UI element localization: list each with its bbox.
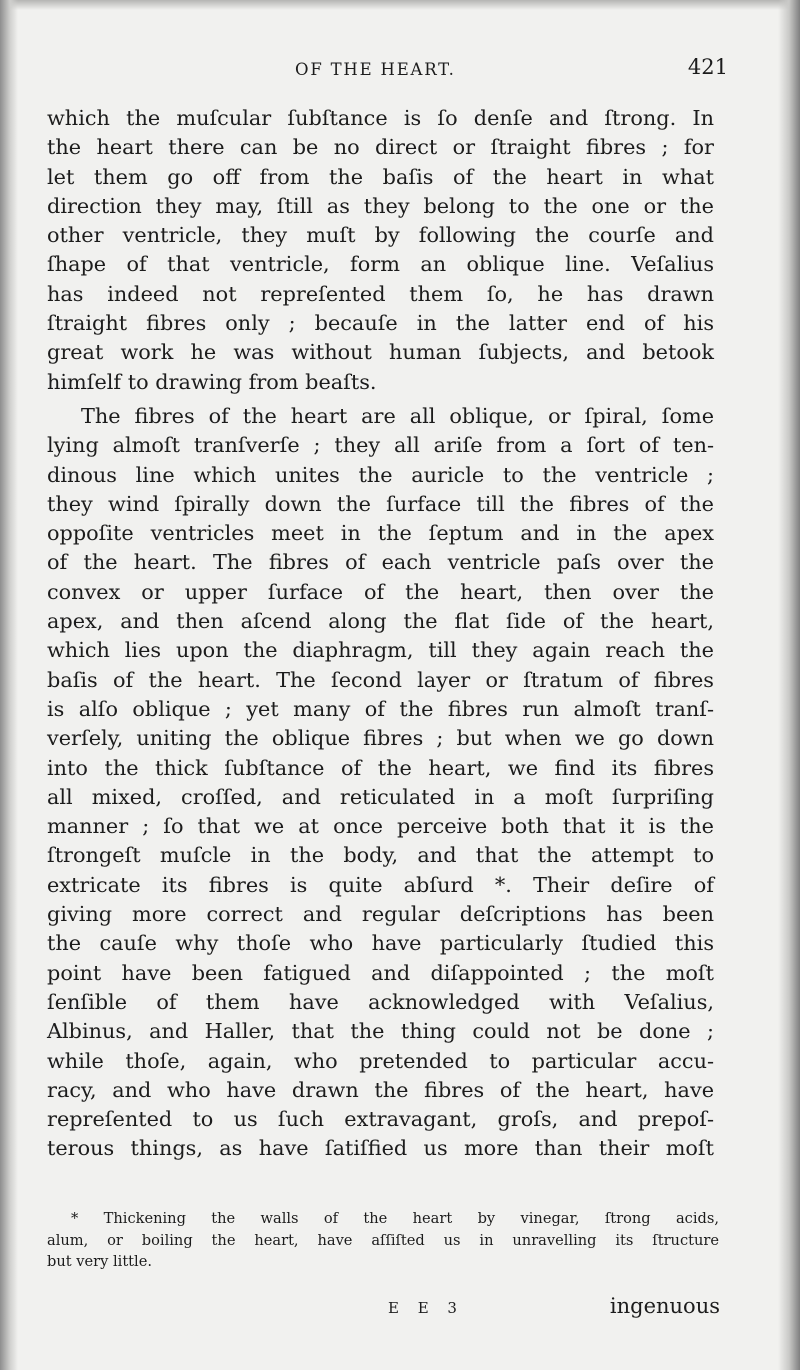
- page-left-gutter-shadow: [0, 0, 18, 1370]
- page-number: 421: [687, 55, 728, 79]
- footnote-line: alum, or boiling the heart, have aſſiſted us in unravelling its ſtructure: [47, 1231, 719, 1249]
- text-line: let them go off from the baſis of the heart in what: [47, 164, 714, 189]
- catchword: ingenuous: [609, 1294, 720, 1318]
- text-line: repreſented to us ſuch extravagant, groſs, and prepoſ-: [47, 1107, 714, 1132]
- text-line: apex, and then aſcend along the flat ſide of the heart,: [47, 609, 714, 634]
- text-line: verſely, uniting the oblique fibres ; but when we go down: [47, 726, 714, 751]
- text-line: lying almoſt tranſverſe ; they all ariſe from a ſort of ten-: [47, 433, 714, 458]
- text-line: convex or upper ſurface of the heart, then over the: [47, 579, 714, 604]
- text-line: direction they may, ſtill as they belong to the one or the: [47, 193, 714, 218]
- text-line: while thoſe, again, who pretended to particular accu-: [47, 1048, 714, 1073]
- running-head: OF THE HEART.: [295, 60, 456, 79]
- text-line: point have been fatigued and diſappointed ; the moſt: [47, 960, 714, 985]
- page-right-edge-shadow: [778, 0, 800, 1370]
- text-line: great work he was without human ſubjects, and betook: [47, 340, 714, 365]
- footnote-line: * Thickening the walls of the heart by vinegar, ſtrong acids,: [71, 1210, 719, 1227]
- text-line: of the heart. The fibres of each ventricle paſs over the: [47, 550, 714, 575]
- text-line: is alſo oblique ; yet many of the fibres run almoſt tranſ-: [47, 696, 714, 721]
- text-line: Albinus, and Haller, that the thing could not be done ;: [47, 1019, 714, 1044]
- text-line: into the thick ſubſtance of the heart, we find its fibres: [47, 755, 714, 780]
- text-line: extricate its fibres is quite abſurd *. Their deſire of: [47, 872, 714, 897]
- text-line: giving more correct and regular deſcriptions has been: [47, 902, 714, 927]
- paragraph-2: [47, 402, 714, 1164]
- text-line: himſelf to drawing from beaſts.: [47, 369, 377, 394]
- text-line: baſis of the heart. The ſecond layer or ſtratum of fibres: [47, 667, 714, 692]
- footnote: [47, 1208, 719, 1273]
- text-line: all mixed, croſſed, and reticulated in a moſt ſurpriſing: [47, 784, 714, 809]
- text-line: manner ; ſo that we at once perceive both that it is the: [47, 814, 714, 839]
- text-line: ſtrongeſt muſcle in the body, and that the attempt to: [47, 843, 714, 868]
- text-line: oppoſite ventricles meet in the ſeptum and in the apex: [47, 521, 714, 546]
- text-line: dinous line which unites the auricle to the ventricle ;: [47, 462, 714, 487]
- text-line: ſenſible of them have acknowledged with Veſalius,: [47, 989, 714, 1014]
- text-line: racy, and who have drawn the fibres of the heart, have: [47, 1077, 714, 1102]
- text-line: the cauſe why thoſe who have particularly ſtudied this: [47, 931, 714, 956]
- text-line: they wind ſpirally down the ſurface till the fibres of the: [47, 491, 714, 516]
- text-line: ſhape of that ventricle, form an oblique line. Veſalius: [47, 252, 714, 277]
- paragraph-1: [47, 104, 714, 397]
- text-line: The fibres of the heart are all oblique, or ſpiral, ſome: [81, 404, 714, 428]
- text-line: which lies upon the diaphragm, till they again reach the: [47, 638, 714, 663]
- text-line: the heart there can be no direct or ſtraight fibres ; for: [47, 135, 714, 160]
- page-top-shadow: [0, 0, 800, 10]
- text-line: has indeed not repreſented them ſo, he has drawn: [47, 281, 714, 306]
- text-line: other ventricle, they muſt by following the courſe and: [47, 223, 714, 248]
- text-line: ſtraight fibres only ; becauſe in the latter end of his: [47, 311, 714, 336]
- signature-mark: E E 3: [388, 1299, 464, 1317]
- footnote-line: but very little.: [47, 1253, 152, 1270]
- text-line: which the muſcular ſubſtance is ſo denſe and ſtrong. In: [47, 106, 714, 130]
- text-line: terous things, as have ſatiſfied us more than their moſt: [47, 1136, 714, 1161]
